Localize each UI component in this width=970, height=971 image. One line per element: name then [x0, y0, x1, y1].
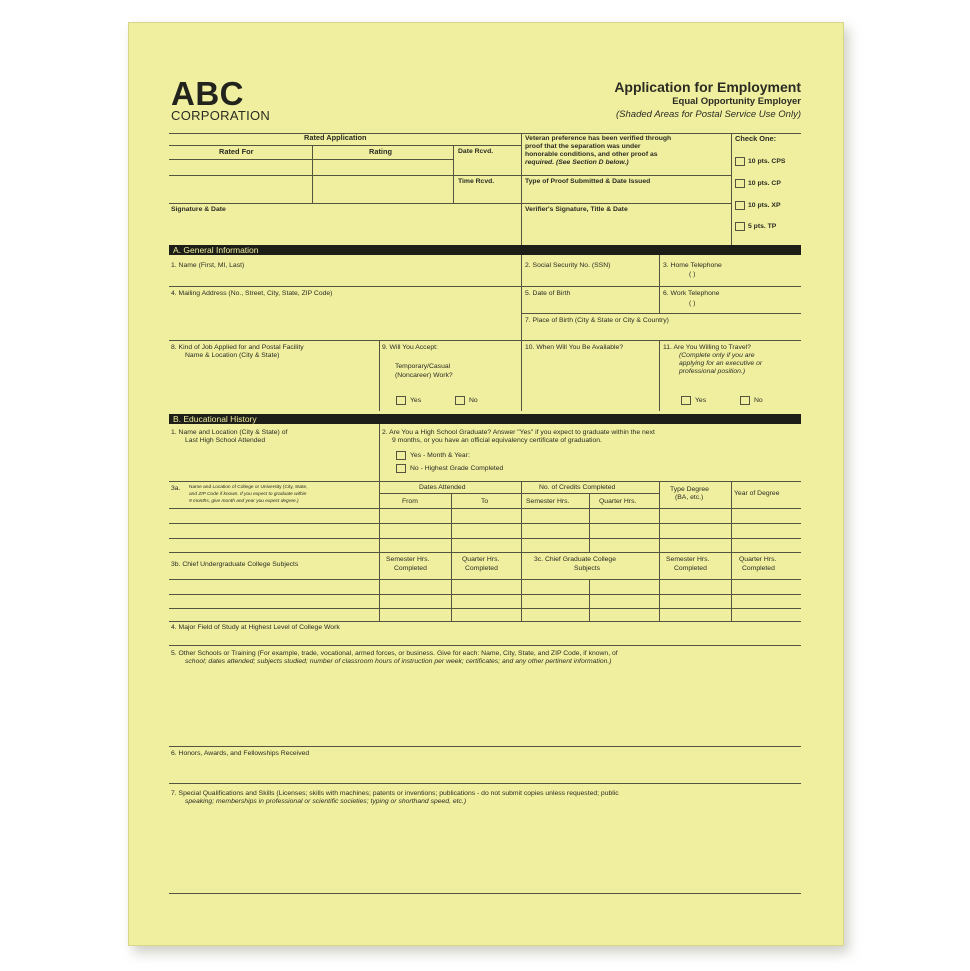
field-home-phone-label: 3. Home Telephone	[663, 262, 722, 269]
travel-yes-checkbox[interactable]	[681, 396, 691, 405]
field-highschool-label-2: Last High School Attended	[185, 437, 266, 444]
rule	[169, 594, 801, 595]
rule	[521, 493, 659, 494]
verifier-label: Verifier's Signature, Title & Date	[525, 206, 628, 213]
3c-quarter-label-1: Quarter Hrs.	[739, 556, 777, 563]
field-skills-label-2: speaking; memberships in professional or scientific societies; typing or shorthand speed, etc.)	[185, 798, 467, 805]
field-3c-label-2: Subjects	[574, 565, 601, 572]
rule	[169, 175, 521, 176]
hs-grad-no-label: No - Highest Grade Completed	[410, 465, 504, 472]
rule	[169, 203, 521, 204]
form-note: (Shaded Areas for Postal Service Use Only)	[616, 109, 801, 120]
rule	[169, 481, 801, 482]
rating-label: Rating	[369, 147, 392, 156]
application-form-sheet	[128, 22, 844, 946]
check-10pts-cp[interactable]	[735, 179, 745, 188]
field-skills-label-1: 7. Special Qualifications and Skills (Licenses; skills with machines; patents or inventions; publications - do not submit copies unless requested; public	[171, 790, 619, 797]
rule	[169, 579, 801, 580]
rule	[169, 523, 801, 524]
check-10pts-xp-label: 10 pts. XP	[748, 202, 781, 209]
home-phone-area[interactable]: ( )	[689, 271, 696, 278]
field-highschool-label-1: 1. Name and Location (City & State) of	[171, 429, 288, 436]
field-other-schools-label-2: school; dates attended; subjects studied; number of classroom hours of instruction per week; certificates; and any other pertinent information.)	[185, 658, 612, 665]
rule	[521, 133, 522, 245]
field-accept-temp: Temporary/Casual	[395, 363, 451, 370]
rule	[521, 552, 522, 621]
travel-yes-label: Yes	[695, 397, 707, 404]
date-rcvd-label: Date Rcvd.	[458, 148, 494, 155]
section-b-header: B. Educational History	[169, 414, 801, 424]
accept-no-checkbox[interactable]	[455, 396, 465, 405]
year-degree-label: Year of Degree	[734, 490, 780, 497]
field-hs-grad-label-2: 9 months, or you have an official equivalency certificate of graduation.	[392, 437, 602, 444]
3b-quarter-label-1: Quarter Hrs.	[462, 556, 500, 563]
rule	[169, 159, 453, 160]
rule	[379, 481, 380, 552]
field-3a-label-1: Name and Location of College or University (City, State,	[189, 485, 308, 490]
rule	[379, 424, 380, 481]
time-rcvd-label: Time Rcvd.	[458, 178, 495, 185]
rule	[169, 746, 801, 747]
rule	[659, 481, 660, 552]
field-name-label: 1. Name (First, MI, Last)	[171, 262, 245, 269]
3b-semester-label-1: Semester Hrs.	[386, 556, 430, 563]
field-major-label: 4. Major Field of Study at Highest Level of College Work	[171, 624, 340, 631]
rule	[169, 508, 801, 509]
travel-no-checkbox[interactable]	[740, 396, 750, 405]
field-ssn-label: 2. Social Security No. (SSN)	[525, 262, 611, 269]
field-3a-label-3: 9 months, give month and year you expect degree.)	[189, 499, 299, 504]
field-other-schools-label-1: 5. Other Schools or Training (For example, trade, vocational, armed forces, or business. Give for each: Name, City, State, and ZIP Code, if known, of	[171, 650, 618, 657]
rule	[451, 493, 452, 552]
veteran-text-3: honorable conditions, and other proof as	[525, 151, 658, 158]
type-degree-label-1: Type Degree	[670, 486, 709, 493]
rule	[169, 133, 801, 134]
company-logo-sub: CORPORATION	[171, 108, 271, 123]
type-degree-label-2: (BA, etc.)	[675, 494, 704, 501]
rule	[659, 552, 660, 621]
form-title: Application for Employment	[614, 79, 801, 95]
rule	[169, 783, 801, 784]
rule	[169, 538, 801, 539]
field-3a-number: 3a.	[171, 485, 181, 492]
3b-quarter-label-2: Completed	[465, 565, 498, 572]
section-a-header: A. General Information	[169, 245, 801, 255]
rule	[453, 145, 454, 203]
field-3c-label-1: 3c. Chief Graduate College	[534, 556, 616, 563]
field-job-label-2: Name & Location (City & State)	[185, 352, 280, 359]
travel-no-label: No	[754, 397, 763, 404]
rule	[169, 552, 801, 553]
accept-yes-checkbox[interactable]	[396, 396, 406, 405]
hs-grad-yes-label: Yes - Month & Year:	[410, 452, 470, 459]
field-birthplace-label: 7. Place of Birth (City & State or City & Country)	[525, 317, 669, 324]
field-travel-note-2: applying for an executive or	[679, 360, 763, 367]
field-hs-grad-label-1: 2. Are You a High School Graduate? Answer "Yes" if you expect to graduate within the next	[382, 429, 655, 436]
rule	[521, 481, 522, 552]
field-accept-label: 9. Will You Accept:	[382, 344, 438, 351]
rule	[521, 340, 522, 411]
3c-semester-label-2: Completed	[674, 565, 707, 572]
quarter-hrs-label: Quarter Hrs.	[599, 498, 637, 505]
signature-date-label: Signature & Date	[171, 206, 226, 213]
semester-hrs-label: Semester Hrs.	[526, 498, 570, 505]
field-address-label: 4. Mailing Address (No., Street, City, State, ZIP Code)	[171, 290, 333, 297]
veteran-text-2: proof that the separation was under	[525, 143, 641, 150]
check-one-label: Check One:	[735, 134, 777, 143]
rule	[589, 579, 590, 621]
accept-no-label: No	[469, 397, 478, 404]
rule	[521, 255, 522, 340]
company-logo-name: ABC	[171, 75, 244, 112]
veteran-text-4: required. (See Section D below.)	[525, 159, 629, 166]
rule	[169, 645, 801, 646]
field-available-label: 10. When Will You Be Available?	[525, 344, 624, 351]
rule	[659, 255, 660, 313]
to-label: To	[481, 498, 489, 505]
rule	[521, 175, 731, 176]
field-travel-note-1: (Complete only if you are	[679, 352, 755, 359]
3c-quarter-label-2: Completed	[742, 565, 775, 572]
field-work-phone-label: 6. Work Telephone	[663, 290, 720, 297]
proof-type-label: Type of Proof Submitted & Date Issued	[525, 178, 651, 185]
rule	[379, 340, 380, 411]
3b-semester-label-2: Completed	[394, 565, 427, 572]
rule	[169, 893, 801, 894]
credits-label: No. of Credits Completed	[539, 484, 616, 491]
from-label: From	[402, 498, 418, 505]
check-10pts-xp[interactable]	[735, 201, 745, 210]
field-3a-label-2: and ZIP Code if known. If you expect to graduate within	[189, 492, 307, 497]
rule	[169, 145, 521, 146]
field-3b-label: 3b. Chief Undergraduate College Subjects	[171, 561, 299, 568]
check-5pts-tp[interactable]	[735, 222, 745, 231]
field-accept-noncareer: (Noncareer) Work?	[395, 372, 453, 379]
check-10pts-cp-label: 10 pts. CP	[748, 180, 781, 187]
hs-grad-no-checkbox[interactable]	[396, 464, 406, 473]
rule	[589, 493, 590, 552]
rule	[312, 145, 313, 203]
dates-attended-label: Dates Attended	[419, 484, 466, 491]
field-job-label-1: 8. Kind of Job Applied for and Postal Facility	[171, 344, 304, 351]
rule	[169, 608, 801, 609]
3c-semester-label-1: Semester Hrs.	[666, 556, 710, 563]
hs-grad-yes-checkbox[interactable]	[396, 451, 406, 460]
rule	[521, 203, 731, 204]
rated-application-label: Rated Application	[304, 133, 367, 142]
rule	[169, 621, 801, 622]
work-phone-area[interactable]: ( )	[689, 300, 696, 307]
rule	[521, 313, 801, 314]
rule	[731, 481, 732, 552]
rule	[451, 552, 452, 621]
check-10pts-cps[interactable]	[735, 157, 745, 166]
rule	[169, 286, 801, 287]
accept-yes-label: Yes	[410, 397, 422, 404]
field-honors-label: 6. Honors, Awards, and Fellowships Received	[171, 750, 310, 757]
rule	[731, 133, 732, 245]
field-travel-note-3: professional position.)	[679, 368, 746, 375]
rule	[169, 340, 801, 341]
check-5pts-tp-label: 5 pts. TP	[748, 223, 777, 230]
veteran-text-1: Veteran preference has been verified through	[525, 135, 672, 142]
check-10pts-cps-label: 10 pts. CPS	[748, 158, 786, 165]
rule	[731, 552, 732, 621]
form-subtitle: Equal Opportunity Employer	[672, 96, 801, 107]
field-dob-label: 5. Date of Birth	[525, 290, 571, 297]
rule	[379, 552, 380, 621]
field-travel-label: 11. Are You Willing to Travel?	[663, 344, 751, 351]
rated-for-label: Rated For	[219, 147, 254, 156]
rule	[659, 340, 660, 411]
